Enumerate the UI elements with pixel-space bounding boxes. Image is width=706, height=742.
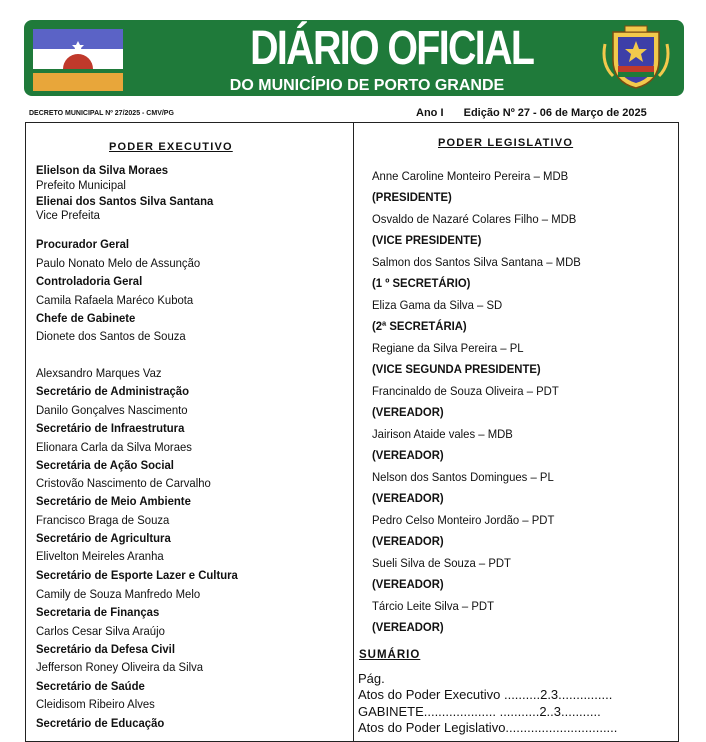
person-name: Francisco Braga de Souza	[36, 513, 170, 527]
role-title: (VEREADOR)	[372, 577, 444, 591]
person-name: Regiane da Silva Pereira – PL	[372, 341, 524, 355]
role-title: (VEREADOR)	[372, 448, 444, 462]
coat-of-arms-icon	[599, 24, 673, 92]
person-name: Pedro Celso Monteiro Jordão – PDT	[372, 513, 555, 527]
legislative-heading: PODER LEGISLATIVO	[438, 137, 574, 149]
role-title: (VICE PRESIDENTE)	[372, 233, 482, 247]
executive-heading: PODER EXECUTIVO	[109, 141, 233, 153]
person-name: Camila Rafaela Maréco Kubota	[36, 293, 194, 307]
person-name: Anne Caroline Monteiro Pereira – MDB	[372, 169, 569, 183]
person-name: Vice Prefeita	[36, 208, 100, 222]
person-name: Elivelton Meireles Aranha	[36, 549, 164, 563]
person-name: Camily de Souza Manfredo Melo	[36, 587, 201, 601]
person-name: Sueli Silva de Souza – PDT	[372, 556, 511, 570]
role-title: Secretário de Saúde	[36, 679, 145, 693]
role-title: (2ª SECRETÁRIA)	[372, 319, 467, 333]
role-title: Secretário da Defesa Civil	[36, 642, 175, 656]
role-title: (PRESIDENTE)	[372, 190, 452, 204]
role-title: Procurador Geral	[36, 237, 130, 251]
person-name: Nelson dos Santos Domingues – PL	[372, 470, 554, 484]
person-name: Cleidisom Ribeiro Alves	[36, 697, 155, 711]
person-name: Francinaldo de Souza Oliveira – PDT	[372, 384, 559, 398]
summary-entry: Pág.	[358, 671, 385, 686]
role-title: Chefe de Gabinete	[36, 311, 136, 325]
role-title: Secretário de Administração	[36, 384, 189, 398]
person-name: Tárcio Leite Silva – PDT	[372, 599, 494, 613]
role-title: Secretário de Agricultura	[36, 531, 171, 545]
person-name: Salmon dos Santos Silva Santana – MDB	[372, 255, 581, 269]
person-name: Dionete dos Santos de Souza	[36, 329, 186, 343]
role-title: Secretário de Educação	[36, 716, 165, 730]
edition-info	[416, 107, 647, 119]
summary-entry: Atos do Poder Executivo ..........2.3...............	[358, 687, 613, 702]
role-title: (VEREADOR)	[372, 534, 444, 548]
role-title: Elielson da Silva Moraes	[36, 163, 169, 177]
role-title: Controladoria Geral	[36, 274, 143, 288]
person-name: Paulo Nonato Melo de Assunção	[36, 256, 201, 270]
person-name: Jairison Ataide vales – MDB	[372, 427, 513, 441]
decree-reference: DECRETO MUNICIPAL Nº 27/2025 - CMV/PG	[29, 110, 174, 117]
role-title: (VICE SEGUNDA PRESIDENTE)	[372, 362, 541, 376]
role-title: (VEREADOR)	[372, 405, 444, 419]
summary-entry: Atos do Poder Legislativo...............................	[358, 720, 618, 735]
newspaper-subtitle: DO MUNICÍPIO DE PORTO GRANDE	[229, 77, 505, 94]
role-title: (VEREADOR)	[372, 620, 444, 634]
person-name: Osvaldo de Nazaré Colares Filho – MDB	[372, 212, 577, 226]
year-label: Ano I	[416, 107, 444, 119]
role-title: (1 º SECRETÁRIO)	[372, 276, 471, 290]
person-name: Alexsandro Marques Vaz	[36, 366, 162, 380]
role-title: Secretaria de Finanças	[36, 605, 160, 619]
role-title: Secretário de Infraestrutura	[36, 421, 185, 435]
role-title: (VEREADOR)	[372, 491, 444, 505]
person-name: Prefeito Municipal	[36, 178, 126, 192]
role-title: Secretário de Meio Ambiente	[36, 494, 191, 508]
person-name: Carlos Cesar Silva Araújo	[36, 624, 165, 638]
person-name: Cristovão Nascimento de Carvalho	[36, 476, 211, 490]
person-name: Eliza Gama da Silva – SD	[372, 298, 503, 312]
person-name: Elionara Carla da Silva Moraes	[36, 440, 192, 454]
summary-entry: GABINETE.................... ...........2..3...........	[358, 704, 601, 719]
municipal-flag	[33, 29, 123, 91]
masthead	[24, 20, 684, 96]
role-title: Secretária de Ação Social	[36, 458, 174, 472]
person-name: Danilo Gonçalves Nascimento	[36, 403, 188, 417]
edition-label: Edição Nº 27 - 06 de Março de 2025	[463, 107, 647, 119]
newspaper-title: DIÁRIO OFICIAL	[250, 22, 534, 75]
summary-heading: SUMÁRIO	[359, 649, 421, 661]
person-name: Jefferson Roney Oliveira da Silva	[36, 660, 204, 674]
role-title: Elienai dos Santos Silva Santana	[36, 194, 214, 208]
role-title: Secretário de Esporte Lazer e Cultura	[36, 568, 238, 582]
